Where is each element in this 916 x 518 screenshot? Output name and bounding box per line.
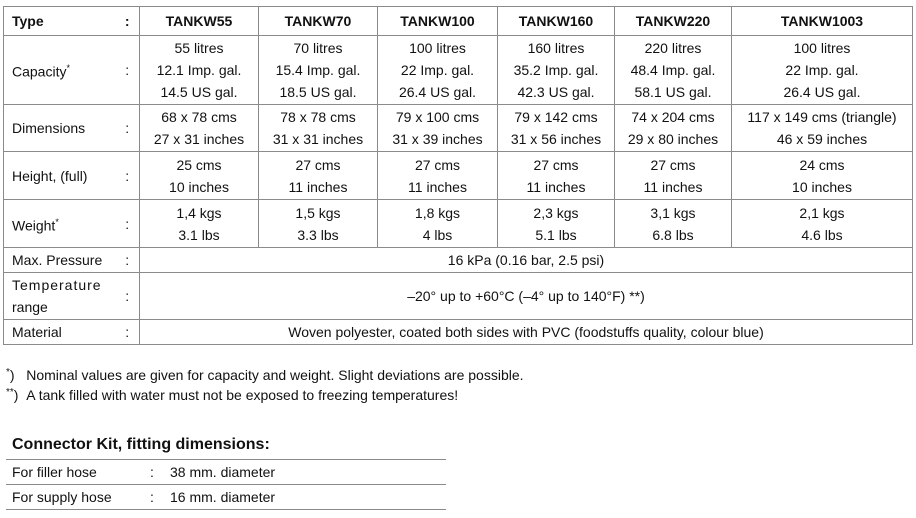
colon: : bbox=[150, 460, 170, 485]
model-tankw70: TANKW70 bbox=[259, 7, 378, 36]
weight-cell: 1,4 kgs 3.1 lbs bbox=[140, 200, 259, 248]
height-label: Height, (full) bbox=[4, 152, 116, 200]
capacity-cell: 160 litres 35.2 Imp. gal. 42.3 US gal. bbox=[498, 36, 615, 105]
kit-row-value: 16 mm. diameter bbox=[170, 485, 446, 510]
weight-cell: 2,3 kgs 5.1 lbs bbox=[498, 200, 615, 248]
height-cell: 27 cms 11 inches bbox=[259, 152, 378, 200]
spec-table bbox=[3, 6, 913, 345]
weight-cell: 3,1 kgs 6.8 lbs bbox=[615, 200, 732, 248]
header-row bbox=[4, 7, 913, 36]
height-cell: 24 cms 10 inches bbox=[732, 152, 913, 200]
material-label: Material bbox=[4, 320, 116, 345]
colon: : bbox=[116, 273, 140, 320]
colon: : bbox=[116, 248, 140, 273]
kit-row-label: For filler hose bbox=[6, 460, 150, 485]
temperature-label: Temperature range bbox=[4, 273, 116, 320]
capacity-label: Capacity* bbox=[4, 36, 116, 105]
colon: : bbox=[116, 320, 140, 345]
model-tankw55: TANKW55 bbox=[140, 7, 259, 36]
table-row bbox=[6, 485, 446, 510]
dimensions-cell: 117 x 149 cms (triangle) 46 x 59 inches bbox=[732, 105, 913, 152]
colon: : bbox=[116, 105, 140, 152]
height-row bbox=[4, 152, 913, 200]
footnote: *) Nominal values are given for capacity and weight. Slight deviations are possible. bbox=[6, 367, 524, 383]
colon: : bbox=[116, 200, 140, 248]
table-row bbox=[6, 460, 446, 485]
connector-kit-table bbox=[6, 459, 446, 510]
material-row bbox=[4, 320, 913, 345]
weight-cell: 2,1 kgs 4.6 lbs bbox=[732, 200, 913, 248]
colon: : bbox=[116, 7, 140, 36]
colon: : bbox=[150, 485, 170, 510]
capacity-cell: 55 litres 12.1 Imp. gal. 14.5 US gal. bbox=[140, 36, 259, 105]
dimensions-row bbox=[4, 105, 913, 152]
model-tankw160: TANKW160 bbox=[498, 7, 615, 36]
capacity-cell: 70 litres 15.4 Imp. gal. 18.5 US gal. bbox=[259, 36, 378, 105]
height-cell: 27 cms 11 inches bbox=[498, 152, 615, 200]
colon: : bbox=[116, 152, 140, 200]
height-cell: 27 cms 11 inches bbox=[378, 152, 498, 200]
temperature-value: –20° up to +60°C (–4° up to 140°F) **) bbox=[140, 273, 913, 320]
dimensions-cell: 68 x 78 cms 27 x 31 inches bbox=[140, 105, 259, 152]
dimensions-cell: 74 x 204 cms 29 x 80 inches bbox=[615, 105, 732, 152]
capacity-cell: 220 litres 48.4 Imp. gal. 58.1 US gal. bbox=[615, 36, 732, 105]
height-cell: 27 cms 11 inches bbox=[615, 152, 732, 200]
capacity-cell: 100 litres 22 Imp. gal. 26.4 US gal. bbox=[732, 36, 913, 105]
model-tankw220: TANKW220 bbox=[615, 7, 732, 36]
max-pressure-label: Max. Pressure bbox=[4, 248, 116, 273]
connector-kit-title: Connector Kit, fitting dimensions: bbox=[12, 436, 270, 453]
capacity-cell: 100 litres 22 Imp. gal. 26.4 US gal. bbox=[378, 36, 498, 105]
kit-row-value: 38 mm. diameter bbox=[170, 460, 446, 485]
max-pressure-value: 16 kPa (0.16 bar, 2.5 psi) bbox=[140, 248, 913, 273]
model-tankw1003: TANKW1003 bbox=[732, 7, 913, 36]
temperature-row bbox=[4, 273, 913, 320]
material-value: Woven polyester, coated both sides with PVC (foodstuffs quality, colour blue) bbox=[140, 320, 913, 345]
type-label: Type bbox=[4, 7, 116, 36]
weight-row bbox=[4, 200, 913, 248]
footnote: **) A tank filled with water must not be exposed to freezing temperatures! bbox=[6, 387, 459, 403]
max-pressure-row bbox=[4, 248, 913, 273]
dimensions-label: Dimensions bbox=[4, 105, 116, 152]
footnotes bbox=[6, 365, 524, 405]
dimensions-cell: 79 x 142 cms 31 x 56 inches bbox=[498, 105, 615, 152]
model-tankw100: TANKW100 bbox=[378, 7, 498, 36]
kit-row-label: For supply hose bbox=[6, 485, 150, 510]
colon: : bbox=[116, 36, 140, 105]
weight-cell: 1,8 kgs 4 lbs bbox=[378, 200, 498, 248]
height-cell: 25 cms 10 inches bbox=[140, 152, 259, 200]
dimensions-cell: 78 x 78 cms 31 x 31 inches bbox=[259, 105, 378, 152]
weight-label: Weight* bbox=[4, 200, 116, 248]
capacity-row bbox=[4, 36, 913, 105]
dimensions-cell: 79 x 100 cms 31 x 39 inches bbox=[378, 105, 498, 152]
weight-cell: 1,5 kgs 3.3 lbs bbox=[259, 200, 378, 248]
